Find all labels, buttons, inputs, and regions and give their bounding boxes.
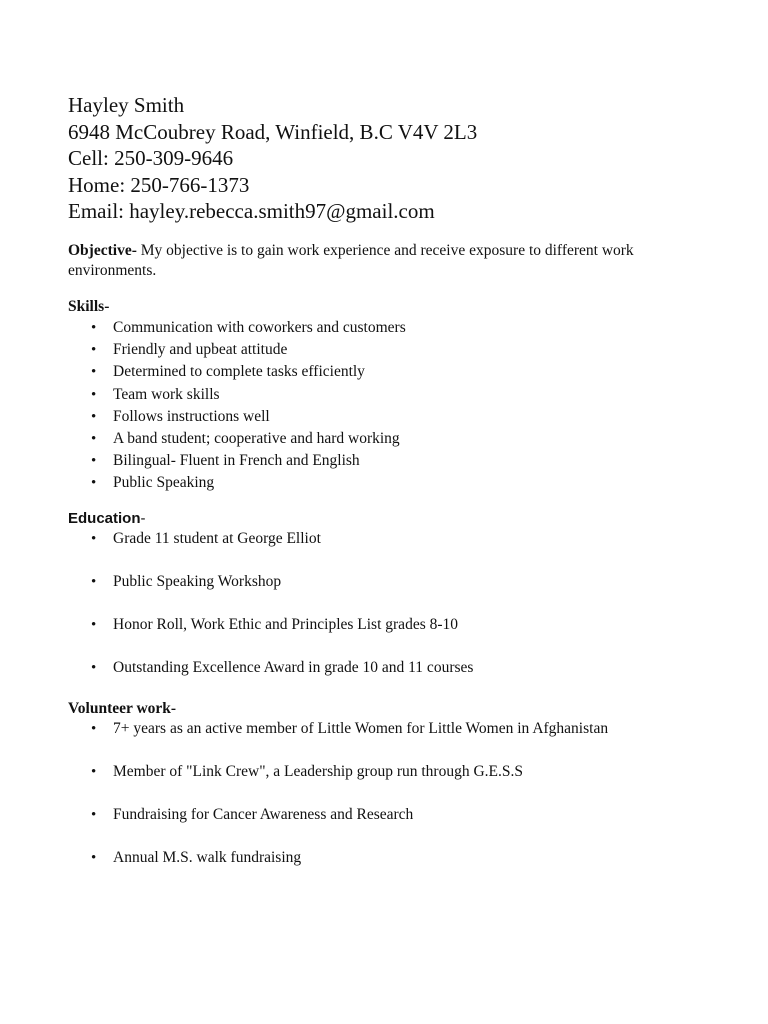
bullet-icon: • [91, 660, 97, 677]
list-item-text: Member of "Link Crew", a Leadership group run through G.E.S.S [113, 762, 523, 780]
home-address: 6948 McCoubrey Road, Winfield, B.C V4V 2L3 [68, 119, 478, 144]
bullet-icon: • [91, 386, 97, 403]
list-item-text: 7+ years as an active member of Little Women for Little Women in Afghanistan [113, 719, 609, 737]
list-item-text: Fundraising for Cancer Awareness and Research [113, 805, 414, 823]
education-heading [68, 509, 708, 529]
home-phone: Home: 250-766-1373 [68, 172, 250, 197]
list-item [68, 572, 708, 592]
objective-text: My objective is to gain work experience and receive exposure to different work environments. [68, 241, 634, 279]
bullet-icon: • [91, 849, 97, 866]
cell-phone: Cell: 250-309-9646 [68, 146, 234, 171]
list-item [68, 805, 708, 825]
list-item [68, 384, 708, 406]
list-item-text: Annual M.S. walk fundraising [113, 848, 302, 866]
list-item-text: Outstanding Excellence Award in grade 10 and 11 courses [113, 659, 474, 677]
list-item [68, 719, 708, 739]
list-item-text: Follows instructions well [113, 407, 270, 425]
list-item-text: Friendly and upbeat attitude [113, 341, 288, 359]
bullet-icon: • [91, 430, 97, 447]
education-list [68, 529, 708, 679]
bullet-icon: • [91, 617, 97, 634]
list-item-text: Grade 11 student at George Elliot [113, 529, 321, 547]
skills-heading: Skills- [68, 297, 110, 315]
objective-label: Objective- [68, 241, 137, 259]
list-item [68, 339, 708, 361]
bullet-icon: • [91, 806, 97, 823]
volunteer-list [68, 719, 708, 868]
list-item [68, 762, 708, 782]
bullet-icon: • [91, 530, 97, 547]
list-item [68, 450, 708, 472]
list-item-text: Honor Roll, Work Ethic and Principles List grades 8-10 [113, 616, 459, 634]
list-item-text: Team work skills [113, 385, 220, 403]
bullet-icon: • [91, 342, 97, 359]
objective-section [68, 241, 693, 281]
list-item-text: Public Speaking [113, 474, 215, 492]
resume-document [68, 92, 708, 891]
bullet-icon: • [91, 763, 97, 780]
education-heading-label: Education [68, 509, 141, 527]
bullet-icon: • [91, 453, 97, 470]
list-item-text: Public Speaking Workshop [113, 572, 282, 590]
list-item [68, 848, 708, 868]
applicant-name: Hayley Smith [68, 93, 185, 117]
skills-list [68, 317, 708, 495]
list-item-text: Bilingual- Fluent in French and English [113, 452, 360, 470]
list-item-text: Determined to complete tasks efficiently [113, 363, 365, 381]
list-item-text: A band student; cooperative and hard working [113, 429, 400, 447]
bullet-icon: • [91, 319, 97, 336]
volunteer-heading: Volunteer work- [68, 699, 177, 717]
list-item [68, 472, 708, 494]
list-item [68, 658, 708, 678]
bullet-icon: • [91, 720, 97, 737]
bullet-icon: • [91, 408, 97, 425]
bullet-icon: • [91, 573, 97, 590]
list-item [68, 361, 708, 383]
list-item [68, 406, 708, 428]
list-item [68, 317, 708, 339]
bullet-icon: • [91, 364, 97, 381]
bullet-icon: • [91, 475, 97, 492]
contact-header [68, 92, 708, 225]
list-item-text: Communication with coworkers and customers [113, 318, 406, 336]
email-address: Email: hayley.rebecca.smith97@gmail.com [68, 199, 435, 224]
list-item [68, 615, 708, 635]
list-item [68, 529, 708, 549]
education-heading-dash: - [140, 509, 146, 527]
list-item [68, 428, 708, 450]
